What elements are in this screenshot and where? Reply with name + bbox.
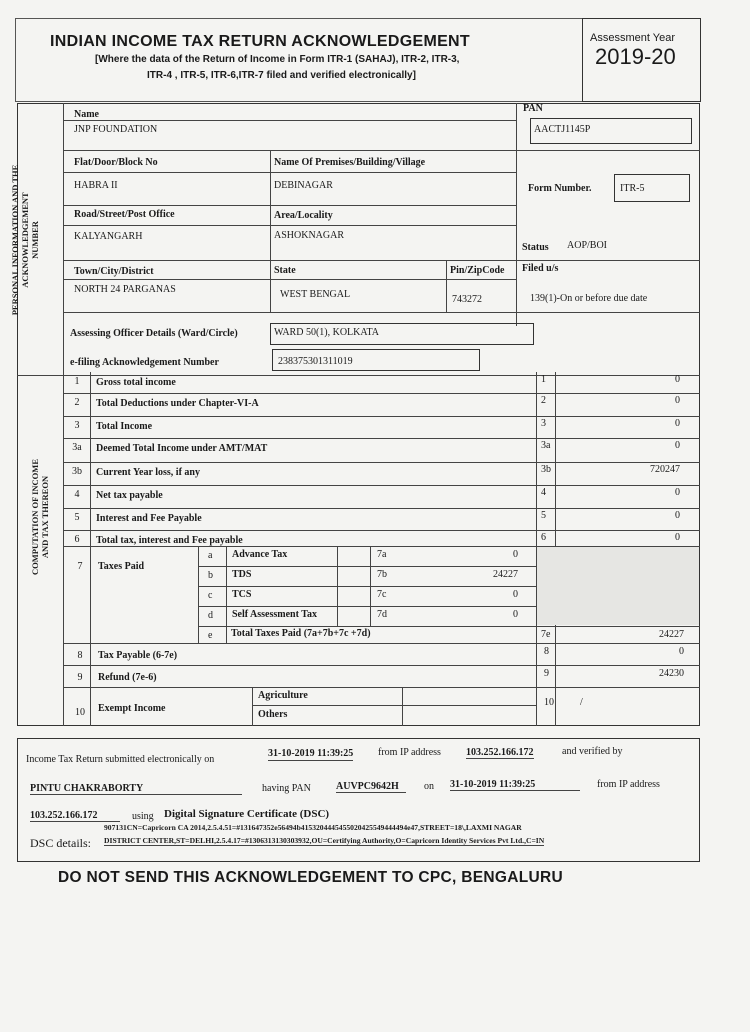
row-separator <box>63 438 700 439</box>
row-7a-letter: a <box>208 550 213 561</box>
row-3-num: 3 <box>74 420 80 431</box>
row-3-value: 0 <box>675 418 680 429</box>
filed-value: 139(1)-On or before due date <box>530 293 648 304</box>
form-number-label: Form Number. <box>528 183 592 194</box>
row-7b-code: 7b <box>377 569 387 580</box>
verification-text-3: and verified by <box>562 746 623 757</box>
form-title: INDIAN INCOME TAX RETURN ACKNOWLEDGEMENT <box>50 33 470 50</box>
row-9-num: 9 <box>77 672 83 683</box>
row-3b-code: 3b <box>541 464 551 475</box>
state-value: WEST BENGAL <box>280 289 351 300</box>
on-text: on <box>424 781 434 792</box>
row-8-num: 8 <box>77 650 83 661</box>
row-7e-label: Total Taxes Paid (7a+7b+7c +7d) <box>231 628 371 639</box>
ack-value: 238375301311019 <box>278 356 353 367</box>
dsc-details-label: DSC details: <box>30 836 92 850</box>
row-9-value: 24230 <box>659 668 684 679</box>
row-2-label: Total Deductions under Chapter-VI-A <box>96 398 259 409</box>
dsc-details-line2: DISTRICT CENTER,ST=DELHI,2.5.4.17=#1306313130303932,OU=Certifying Authority,O=Capricorn Identity Services Pvt Ltd.,C=IN <box>104 836 545 845</box>
row-9-code: 9 <box>544 668 549 679</box>
form-number-value: ITR-5 <box>620 183 645 194</box>
row-4-value: 0 <box>675 487 680 498</box>
pin-value: 743272 <box>452 294 482 305</box>
row-separator <box>63 530 700 531</box>
row-7b-letter: b <box>208 570 213 581</box>
row-3-label: Total Income <box>96 421 153 432</box>
state-label: State <box>274 265 296 276</box>
area-label: Area/Locality <box>274 210 333 221</box>
town-label: Town/City/District <box>74 266 154 277</box>
row-separator <box>63 462 700 463</box>
row-7c-code: 7c <box>377 589 387 600</box>
ao-value: WARD 50(1), KOLKATA <box>274 327 380 338</box>
exempt-agriculture-label: Agriculture <box>258 690 308 701</box>
row-1-value: 0 <box>675 374 680 385</box>
exempt-others-label: Others <box>258 709 288 720</box>
row-1-num: 1 <box>74 376 80 387</box>
dsc-details-line1: 907131CN=Capricorn CA 2014,2.5.4.51=#131647352e56494b4153204445455020425549444494e47,STREET=18\,LAXMI NAGAR <box>104 823 522 832</box>
row-4-code: 4 <box>541 487 546 498</box>
form-subtitle-line1: [Where the data of the Return of Income in Form ITR-1 (SAHAJ), ITR-2, ITR-3, <box>95 54 460 65</box>
road-value: KALYANGARH <box>74 231 143 242</box>
row-7a-code: 7a <box>377 549 387 560</box>
row-7d-value: 0 <box>513 609 518 620</box>
row-3b-num: 3b <box>72 466 82 477</box>
name-value: JNP FOUNDATION <box>74 124 158 135</box>
row-6-num: 6 <box>74 534 80 545</box>
from-ip-text: from IP address <box>597 779 660 790</box>
flat-value: HABRA II <box>74 180 118 191</box>
row-7e-value: 24227 <box>659 629 684 640</box>
row-2-code: 2 <box>541 395 546 406</box>
row-3a-code: 3a <box>541 440 551 451</box>
verifier-pan: AUVPC9642H <box>336 781 406 793</box>
row-3b-label: Current Year loss, if any <box>96 467 200 478</box>
row-separator <box>63 508 700 509</box>
row-separator <box>63 485 700 486</box>
row-3b-value: 720247 <box>650 464 680 475</box>
row-7e-code: 7e <box>541 629 551 640</box>
verified-ip: 103.252.166.172 <box>30 810 120 822</box>
form-subtitle-line2: ITR-4 , ITR-5, ITR-6,ITR-7 filed and verified electronically] <box>147 70 416 81</box>
row-5-num: 5 <box>74 512 80 523</box>
pin-label: Pin/ZipCode <box>450 265 505 276</box>
footer-notice: DO NOT SEND THIS ACKNOWLEDGEMENT TO CPC, BENGALURU <box>58 869 563 886</box>
having-pan-text: having PAN <box>262 783 311 794</box>
row-1-code: 1 <box>541 374 546 385</box>
ao-label: Assessing Officer Details (Ward/Circle) <box>70 328 238 339</box>
row-7-label: Taxes Paid <box>98 561 145 572</box>
row-7e-letter: e <box>208 630 213 641</box>
personal-side-label: PERSONAL INFORMATION AND THE ACKNOWLEDGEMENT NUMBER <box>10 164 40 316</box>
row-separator <box>63 687 700 688</box>
ack-label: e-filing Acknowledgement Number <box>70 357 219 368</box>
row-7d-label: Self Assessment Tax <box>232 609 318 620</box>
row-5-code: 5 <box>541 510 546 521</box>
row-3a-num: 3a <box>72 442 82 453</box>
computation-side-label: COMPUTATION OF INCOME AND TAX THEREON <box>30 459 50 576</box>
row-separator <box>63 393 700 394</box>
row-5-label: Interest and Fee Payable <box>96 513 202 524</box>
row-10-value: / <box>580 697 583 708</box>
row-separator <box>63 416 700 417</box>
assessment-year-label: Assessment Year <box>590 32 675 44</box>
using-text: using <box>132 811 154 822</box>
row-2-num: 2 <box>74 397 80 408</box>
area-value: ASHOKNAGAR <box>274 230 345 241</box>
row-separator <box>198 566 537 567</box>
filed-label: Filed u/s <box>522 263 559 274</box>
row-6-label: Total tax, interest and Fee payable <box>96 535 243 546</box>
row-4-num: 4 <box>74 489 80 500</box>
assessment-year-value: 2019-20 <box>595 44 676 69</box>
premises-label: Name Of Premises/Building/Village <box>274 157 426 168</box>
row-7c-label: TCS <box>232 589 252 600</box>
row-7d-code: 7d <box>377 609 387 620</box>
row-1-label: Gross total income <box>96 377 176 388</box>
verified-date: 31-10-2019 11:39:25 <box>450 779 580 791</box>
taxes-paid-shaded-area <box>537 547 699 625</box>
row-separator <box>63 665 700 666</box>
town-value: NORTH 24 PARGANAS <box>74 284 176 295</box>
row-5-value: 0 <box>675 510 680 521</box>
row-7b-label: TDS <box>232 569 252 580</box>
submitted-date: 31-10-2019 11:39:25 <box>268 748 354 759</box>
row-8-label: Tax Payable (6-7e) <box>98 650 178 661</box>
row-10-code: 10 <box>544 697 554 708</box>
verification-text-1: Income Tax Return submitted electronically on <box>26 754 215 765</box>
row-7-num: 7 <box>77 561 83 572</box>
row-4-label: Net tax payable <box>96 490 163 501</box>
flat-label: Flat/Door/Block No <box>74 157 158 168</box>
row-7a-label: Advance Tax <box>232 549 288 560</box>
verifier-name: PINTU CHAKRABORTY <box>30 783 242 795</box>
submitted-ip: 103.252.166.172 <box>466 747 534 758</box>
row-10-num: 10 <box>75 707 85 718</box>
row-8-code: 8 <box>544 646 549 657</box>
row-8-value: 0 <box>679 646 684 657</box>
pan-value: AACTJ1145P <box>534 124 591 135</box>
row-7c-value: 0 <box>513 589 518 600</box>
dsc-text: Digital Signature Certificate (DSC) <box>164 808 330 820</box>
row-7c-letter: c <box>208 590 213 601</box>
status-value: AOP/BOI <box>567 240 608 251</box>
road-label: Road/Street/Post Office <box>74 209 175 220</box>
row-3-code: 3 <box>541 418 546 429</box>
row-3a-value: 0 <box>675 440 680 451</box>
premises-value: DEBINAGAR <box>274 180 333 191</box>
name-label: Name <box>74 109 99 120</box>
row-3a-label: Deemed Total Income under AMT/MAT <box>96 443 268 454</box>
verification-text-2: from IP address <box>378 747 441 758</box>
row-2-value: 0 <box>675 395 680 406</box>
row-separator <box>198 606 537 607</box>
row-7a-value: 0 <box>513 549 518 560</box>
row-7b-value: 24227 <box>493 569 518 580</box>
status-label: Status <box>522 242 549 253</box>
row-7d-letter: d <box>208 610 213 621</box>
row-separator <box>198 586 537 587</box>
row-6-value: 0 <box>675 532 680 543</box>
row-6-code: 6 <box>541 532 546 543</box>
pan-label: PAN <box>523 103 543 114</box>
row-9-label: Refund (7e-6) <box>98 672 157 683</box>
row-10-label: Exempt Income <box>98 703 166 714</box>
